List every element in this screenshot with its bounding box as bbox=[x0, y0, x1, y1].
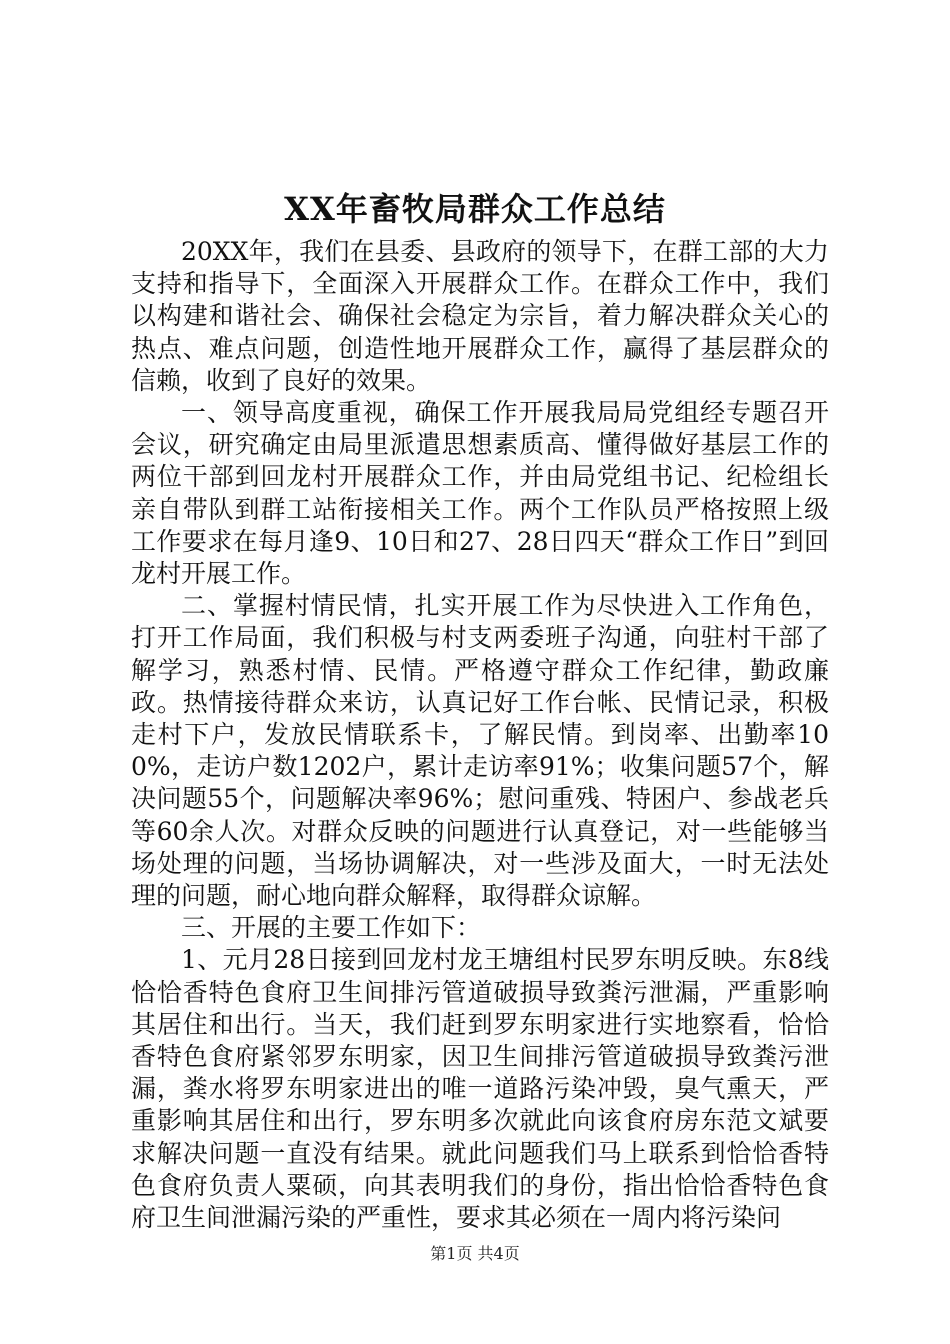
paragraph-item-1: 1、元月28日接到回龙村龙王塘组村民罗东明反映。东8线恰恰香特色食府卫生间排污管道破损导致粪污泄漏，严重影响其居住和出行。当天，我们赶到罗东明家进行实地察看，恰恰香特色食府紧邻罗东明家，因卫生间排污管道破损导致粪污泄漏，粪水将罗东明家进出的唯一道路污染冲毁，臭气熏天，严重影响其居住和出行，罗东明多次就此向该食府房东范文斌要求解决问题一直没有结果。就此问题我们马上联系到恰恰香特色食府负责人粟硕，向其表明我们的身份，指出恰恰香特色食府卫生间泄漏污染的严重性，要求其必须在一周内将污染问 bbox=[131, 945, 829, 1233]
paragraph-section-2: 二、掌握村情民情，扎实开展工作为尽快进入工作角色，打开工作局面，我们积极与村支两委班子沟通，向驻村干部了解学习，熟悉村情、民情。严格遵守群众工作纪律，勤政廉政。热情接待群众来访，认真记好工作台帐、民情记录，积极走村下户，发放民情联系卡，了解民情。到岗率、出勤率100%，走访户数1202户，累计走访率91%；收集问题57个，解决问题55个，问题解决率96%；慰问重残、特困户、参战老兵等60余人次。对群众反映的问题进行认真登记，对一些能够当场处理的问题，当场协调解决，对一些涉及面大，一时无法处理的问题，耐心地向群众解释，取得群众谅解。 bbox=[131, 591, 829, 911]
paragraph-intro: 20XX年，我们在县委、县政府的领导下，在群工部的大力支持和指导下，全面深入开展群众工作。在群众工作中，我们以构建和谐社会、确保社会稳定为宗旨，着力解决群众关心的热点、难点问题，创造性地开展群众工作，赢得了基层群众的信赖，收到了良好的效果。 bbox=[131, 237, 829, 395]
document-body bbox=[131, 236, 829, 1234]
document-title: XX年畜牧局群众工作总结 bbox=[284, 190, 666, 228]
page-number-footer: 第1页 共4页 bbox=[430, 1244, 520, 1263]
paragraph-section-1: 一、领导高度重视，确保工作开展我局局党组经专题召开会议，研究确定由局里派遣思想素质高、懂得做好基层工作的两位干部到回龙村开展群众工作，并由局党组书记、纪检组长亲自带队到群工站衔接相关工作。两个工作队员严格按照上级工作要求在每月逢9、10日和27、28日四天“群众工作日”到回龙村开展工作。 bbox=[131, 398, 829, 589]
paragraph-section-3-heading: 三、开展的主要工作如下： bbox=[181, 913, 482, 943]
